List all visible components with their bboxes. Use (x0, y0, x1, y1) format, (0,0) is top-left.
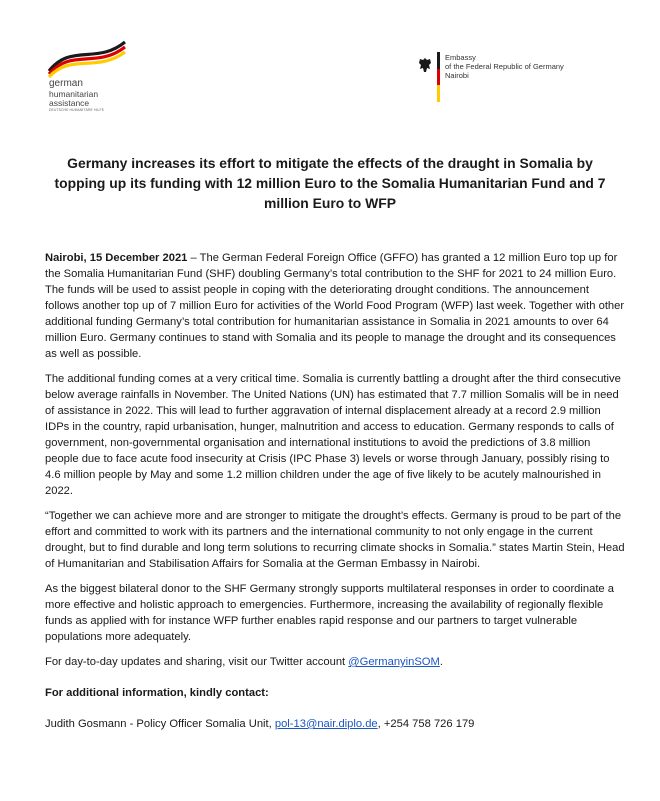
contact-phone: , +254 758 726 179 (377, 718, 475, 730)
embassy-line-2: of the Federal Republic of Germany (445, 62, 564, 71)
contact-heading: For additional information, kindly contact: (45, 687, 269, 699)
embassy-line-1: Embassy (445, 53, 476, 62)
dateline: Nairobi, 15 December 2021 (45, 252, 188, 264)
paragraph-5 (45, 654, 625, 670)
flag-bar (437, 52, 440, 102)
contact-line (45, 716, 625, 732)
press-release-body (45, 250, 625, 741)
embassy-line-3: Nairobi (445, 71, 469, 80)
flag-swoosh-icon (35, 35, 130, 80)
contact-person: Judith Gosmann - Policy Officer Somalia Unit, (45, 718, 275, 730)
paragraph-2: The additional funding comes at a very critical time. Somalia is currently battling a drought after the third consecutive below average rainfalls in November. The United Nations (UN) has estimated that 7.7 million Somalis will be in need of assistance in 2022. This will lead to further aggravation of internal displacement already at a record 2.9 million IDPs in the country, rapid urbanisation, hunger, malnutrition and access to education. Germany responds to calls of government, non-governmental organisation and international institutions to avoid the predictions of 3.8 million people due to face acute food insecurity at Crisis (IPC Phase 3) levels or worse through January, possibly rising to 4.6 million people by May and some 1.2 million children under the age of five likely to be acutely malnourished in 2022. (45, 373, 621, 497)
page-header (0, 0, 660, 120)
logo-line-1: german (49, 78, 83, 89)
paragraph-1-text: – The German Federal Foreign Office (GFFO) has granted a 12 million Euro top up for the Somalia Humanitarian Fund (SHF) doubling Germany’s total contribution to the SHF for 2021 to 24 million Euro. The funds will be used to assist people in coping with the deteriorating drought conditions. The announcement follows another top up of 7 million Euro for activities of the World Food Program (WFP) last week. Together with other additional funding Germany’s total contribution for humanitarian assistance in Somalia in 2021 amounts to over 64 million Euro. Germany continues to stand with Somalia and its people to manage the drought and its consequences as well as possible. (45, 252, 625, 360)
paragraph-3: “Together we can achieve more and are stronger to mitigate the drought’s effects. Germany is proud to be part of the effort and committed to work with its partners and the international community to not only engage in the current drought, but to find durable and long term solutions to recurring climate shocks in Somalia.” states Martin Stein, Head of Humanitarian and Stabilisation Affairs for Somalia at the German Embassy in Nairobi. (45, 510, 625, 570)
federal-eagle-icon (418, 57, 432, 73)
paragraph-4: As the biggest bilateral donor to the SHF Germany strongly supports multilateral responses in order to coordinate a more effective and holistic approach to emergencies. Furthermore, increasing the availability of regionally flexible funds as applied with for instance WFP further enables rapid response and our partners to target vulnerable populations more adequately. (45, 583, 614, 643)
logo-line-4: DEUTSCHE HUMANITÄRE HILFE (49, 108, 105, 112)
page-title: Germany increases its effort to mitigate the effects of the draught in Somalia by topping up its funding with 12 million Euro to the Somalia Humanitarian Fund and 7 million Euro to WFP (54, 155, 606, 211)
embassy-label (445, 53, 564, 80)
logo-line-2: humanitarian (49, 89, 99, 99)
logo-line-3: assistance (49, 97, 90, 108)
paragraph-1 (45, 250, 625, 362)
paragraph-5-text: For day-to-day updates and sharing, visit our Twitter account (45, 656, 349, 668)
german-humanitarian-assistance-logo (35, 35, 130, 125)
twitter-link[interactable]: @GermanyinSOM (348, 656, 440, 668)
paragraph-5-end: . (439, 656, 443, 668)
contact-email-link[interactable]: pol-13@nair.diplo.de (274, 718, 378, 730)
